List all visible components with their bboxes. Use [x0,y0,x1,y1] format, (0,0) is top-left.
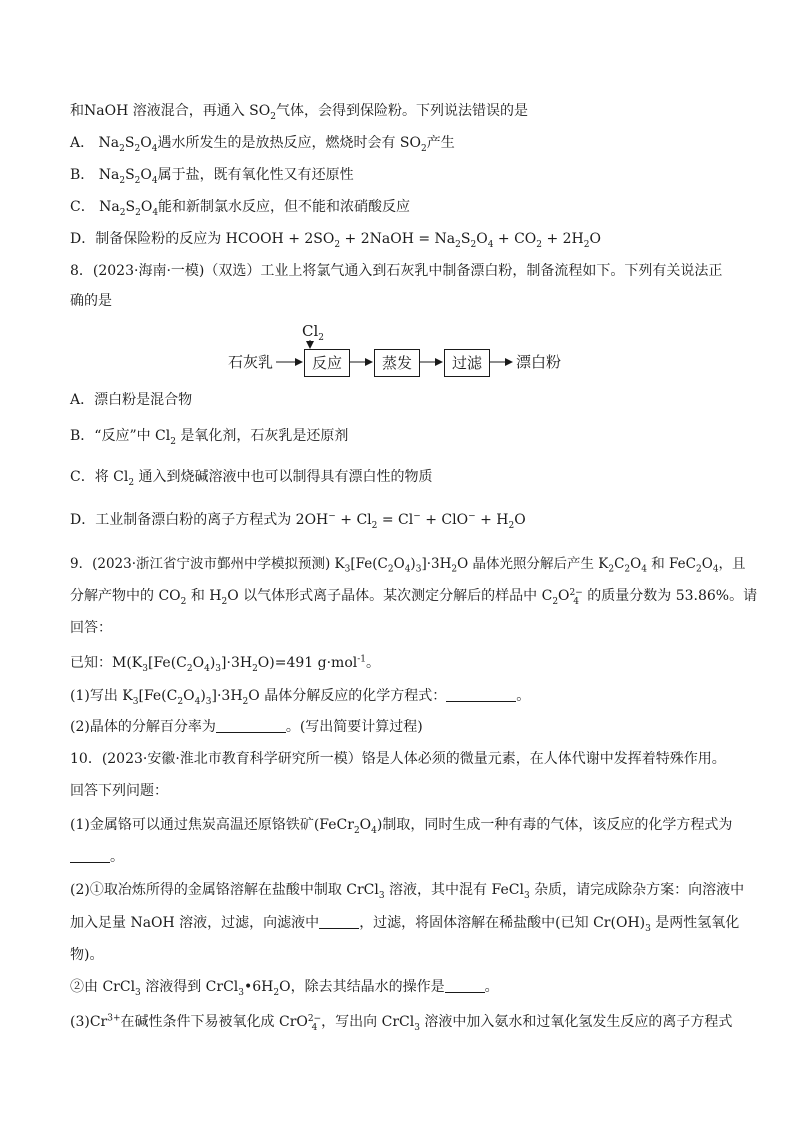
c2o4-charge: 2− 4 [569,588,583,607]
flow-step-filter: 过滤 [444,349,490,377]
cro4-charge: 2− 4 [307,1014,322,1033]
q8-flow-diagram [228,322,588,388]
flow-input: 石灰乳 [228,353,274,371]
q10-stem-line1: 10．(2023·安徽·淮北市教育科学研究所一模）铬是人体必须的微量元素，在人体代谢中发挥着特殊作用。 [70,751,726,767]
q7-stem-tail: 和NaOH 溶液混合，再通入 $SO_2$气体，会得到保险粉。下列说法错误的是 [70,103,528,122]
q9-stem-line3: 回答： [70,620,112,636]
q10-sub2-part2: ②由 CrCl$_3$ 溶液得到 $CrCl_3•6H_2O$，除去其结晶水的操作是 。 [70,979,499,998]
q10-sub1-line1: (1)金属铬可以通过焦炭高温还原铬铁矿$(FeCr_2O_4)$制取，同时生成一种有毒的气体，该反应的化学方程式为 [70,817,733,836]
q8-stem-line1: 8．(2023·海南·一模)（双选）工业上将氯气通入到石灰乳中制备漂白粉，制备流程如下。下列有关说法正 [70,263,723,279]
flow-step-reaction: 反应 [304,349,350,377]
q10-sub3: $(3)Cr^{3+}$在碱性条件下易被氧化成 CrO 2− 4 ，写出向 CrCl$_3$ 溶液中加入氨水和过氧化氢发生反应的离子方程式 [70,1013,733,1033]
answer-blank[interactable] [445,978,485,993]
q8-option-c: C．将 $Cl_2$ 通入到烧碱溶液中也可以制得具有漂白性的物质 [70,469,433,488]
q9-known: 已知：$M(K_3[Fe(C_2O_4)_3]\cdot 3H_2O)=491$ g·mol$^{-1}$。 [70,654,381,674]
answer-blank[interactable] [446,687,516,702]
answer-blank[interactable] [70,848,110,863]
q8-stem-line2: 确的是 [70,293,112,309]
q10-sub2-line3: 物)。 [70,947,104,963]
q9-stem-line2: 分解产物中的 $CO_2$ 和 $H_2O$ 以气体形式离子晶体。某次测定分解后的样品中 $C_2O$ 2− 4 的质量分数为 53.86%。请 [70,588,758,607]
flow-output: 漂白粉 [516,353,562,371]
q7-option-a: A． $Na_2S_2O_4$遇水所发生的是放热反应，燃烧时会有 $SO_2$产生 [70,135,455,154]
answer-blank[interactable] [216,718,286,733]
flow-reagent-cl2: $Cl_2$ [302,322,325,343]
q9-stem-line1: 9．(2023·浙江省宁波市鄞州中学模拟预测) $K_3[Fe(C_2O_4)_3]\cdot 3H_2O$ 晶体光照分解后产生 $K_2C_2O_4$ 和 $FeC_2O_4$，且 [70,556,746,575]
q7-option-d: D．制备保险粉的反应为 HCOOH + $2SO_2$ + 2NaOH = $Na_2S_2O_4 + CO_2 + 2H_2O$ [70,231,601,250]
q10-sub2-line1: (2)①取冶炼所得的金属铬溶解在盐酸中制取 CrCl$_3$ 溶液，其中混有 FeCl$_3$ 杂质，请完成除杂方案：向溶液中 [70,882,745,901]
q10-stem-line2: 回答下列问题： [70,783,168,799]
q9-sub1: (1)写出 $K_3[Fe(C_2O_4)_3]\cdot 3H_2O$ 晶体分解反应的化学方程式： 。 [70,688,531,707]
flow-step-evaporate: 蒸发 [374,349,420,377]
q8-option-a: A．漂白粉是混合物 [70,392,193,408]
q10-sub1-line2: 。 [70,847,730,867]
q8-option-b: B．“反应”中 $Cl_2$ 是氧化剂，石灰乳是还原剂 [70,428,349,447]
q7-option-c: C． $Na_2S_2O_4$能和新制氯水反应，但不能和浓硝酸反应 [70,199,411,218]
q8-option-d: D．工业制备漂白粉的离子方程式为 $2OH^- + Cl_2 = Cl^- + ClO^- + H_2O$ [70,511,526,531]
q10-sub2-line2: 加入足量 NaOH 溶液，过滤，向滤液中 ，过滤，将固体溶解在稀盐酸中(已知 $Cr(OH)_3$ 是两性氢氧化 [70,915,740,934]
answer-blank[interactable] [319,914,359,929]
q7-option-b: B． $Na_2S_2O_4$属于盐，既有氧化性又有还原性 [70,167,354,186]
q9-sub2: (2)晶体的分解百分率为 。(写出简要计算过程) [70,719,423,735]
